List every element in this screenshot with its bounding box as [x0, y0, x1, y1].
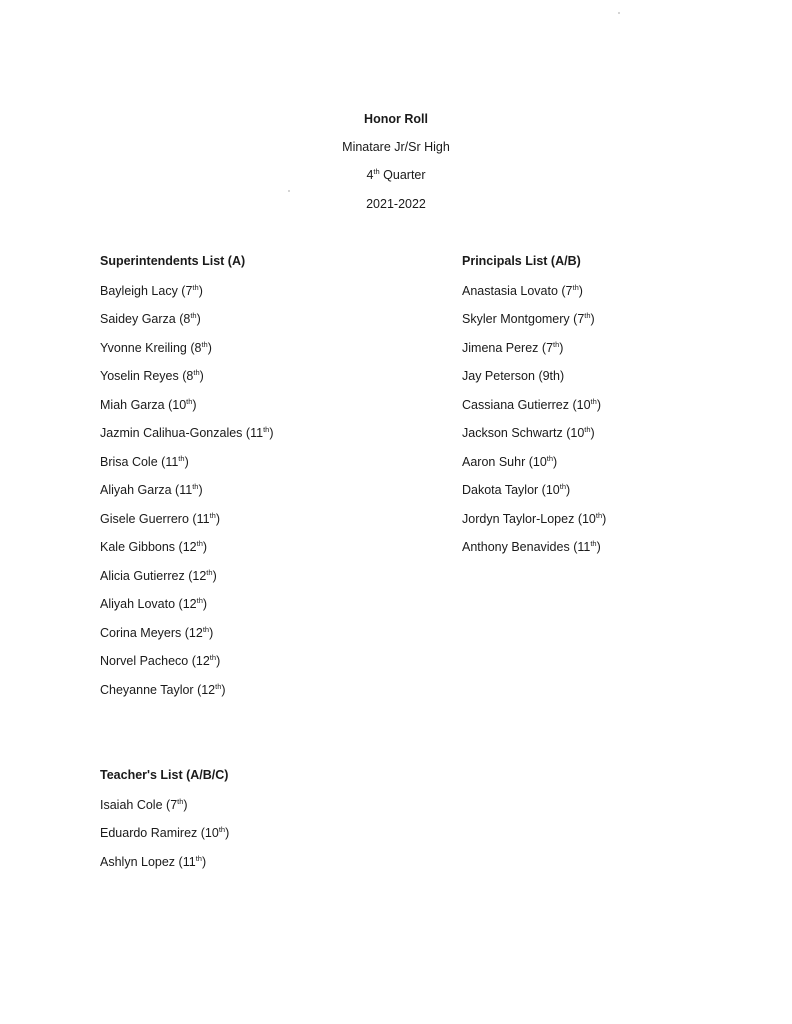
student-entry: Yvonne Kreiling (8th) [100, 339, 212, 355]
student-grade: 8 [183, 312, 191, 326]
student-grade: 11 [182, 854, 196, 869]
student-name: Yvonne Kreiling [100, 340, 187, 355]
student-name: Norvel Pacheco [100, 654, 189, 668]
student-entry: Brisa Cole (11th) [100, 453, 189, 469]
student-name: Kale Gibbons [100, 540, 176, 554]
year-text: 2021-2022 [366, 197, 426, 211]
student-grade: 10 [581, 511, 596, 526]
student-name: Jimena Perez [462, 340, 539, 355]
student-entry: Gisele Guerrero (11th) [100, 510, 220, 526]
student-grade: 10 [570, 426, 585, 440]
student-name: Eduardo Ramirez [100, 826, 198, 840]
student-name: Skyler Montgomery [462, 312, 570, 326]
student-name: Saidey Garza [100, 312, 176, 326]
grade-suffix: th [201, 339, 208, 349]
student-grade: 7 [577, 312, 585, 326]
student-entry: Skyler Montgomery (7th) [462, 311, 595, 326]
student-entry: Yoselin Reyes (8th) [100, 368, 204, 383]
student-name: Miah Garza [100, 397, 165, 412]
student-name: Gisele Guerrero [100, 511, 189, 526]
grade-suffix: th [546, 453, 554, 463]
student-entry: Isaiah Cole (7th) [100, 796, 188, 812]
grade-suffix: th [192, 282, 199, 292]
student-entry: Alicia Gutierrez (12th) [100, 567, 217, 583]
student-entry: Aliyah Lovato (12th) [100, 596, 208, 611]
student-grade: 8 [186, 369, 194, 383]
grade-suffix: th [196, 596, 203, 605]
student-grade: 7 [546, 340, 554, 355]
student-grade: 12 [188, 625, 203, 640]
grade-suffix: th [209, 653, 217, 662]
student-name: Anastasia Lovato [462, 283, 558, 298]
grade-suffix: th [559, 482, 567, 491]
student-entry: Jackson Schwartz (10th) [462, 425, 595, 440]
grade-suffix: th [572, 282, 579, 292]
student-name: Dakota Taylor [462, 483, 539, 497]
student-grade: 11 [250, 426, 264, 440]
student-name: Aliyah Lovato [100, 597, 176, 611]
student-entry: Jazmin Calihua-Gonzales (11th) [100, 425, 274, 440]
grade-suffix: th [177, 796, 184, 806]
grade-suffix: th [193, 368, 200, 377]
student-grade: 12 [201, 682, 216, 697]
student-entry: Norvel Pacheco (12th) [100, 653, 221, 668]
grade-suffix: th [553, 339, 560, 349]
student-name: Brisa Cole [100, 454, 158, 469]
school-text: Minatare Jr/Sr High [342, 140, 450, 154]
grade-suffix: th [190, 311, 197, 320]
grade-suffix: th [590, 539, 597, 548]
grade-suffix: th [195, 853, 202, 863]
student-grade: 10 [204, 826, 219, 840]
teachers-list [100, 797, 229, 883]
student-entry: Corina Meyers (12th) [100, 624, 214, 640]
student-entry: Ashlyn Lopez (11th) [100, 853, 207, 869]
student-grade: 10 [545, 483, 560, 497]
student-grade: 11 [577, 540, 591, 554]
student-name: Ashlyn Lopez [100, 854, 176, 869]
grade-suffix: th [584, 311, 591, 320]
student-grade: 10 [172, 397, 187, 412]
student-name: Jazmin Calihua-Gonzales [100, 426, 243, 440]
student-name: Isaiah Cole [100, 797, 163, 812]
student-entry: Eduardo Ramirez (10th) [100, 825, 230, 840]
school-year [0, 197, 792, 211]
grade-suffix: th [206, 567, 213, 577]
student-name: Bayleigh Lacy [100, 283, 178, 298]
student-name: Yoselin Reyes [100, 369, 179, 383]
grade-suffix: th [202, 624, 210, 634]
grade-suffix: th [215, 681, 222, 691]
student-grade: 10 [576, 397, 591, 412]
student-grade: 7 [565, 283, 573, 298]
grade-suffix: th [595, 510, 603, 520]
grade-suffix: th [263, 425, 270, 434]
student-grade: 11 [165, 454, 179, 469]
student-grade: 12 [192, 568, 207, 583]
grade-suffix: th [218, 825, 226, 834]
grade-suffix: th [584, 425, 591, 434]
student-name: Cheyanne Taylor [100, 682, 194, 697]
quarter-suffix: th [373, 167, 380, 176]
student-grade: 12 [195, 654, 210, 668]
student-entry: Miah Garza (10th) [100, 396, 197, 412]
student-grade: 7 [185, 283, 193, 298]
student-grade: 11 [179, 483, 193, 497]
school-name [0, 140, 792, 154]
student-entry: Jimena Perez (7th) [462, 339, 564, 355]
student-entry: Jay Peterson (9th) [462, 369, 565, 383]
student-entry: Anastasia Lovato (7th) [462, 282, 583, 298]
student-entry: Aaron Suhr (10th) [462, 453, 558, 469]
student-grade: 9th [542, 369, 560, 383]
grade-suffix: th [196, 539, 203, 548]
quarter-label [0, 168, 792, 182]
student-entry: Bayleigh Lacy (7th) [100, 282, 203, 298]
student-entry: Saidey Garza (8th) [100, 311, 201, 326]
grade-suffix: th [192, 482, 199, 491]
grade-suffix: th [590, 396, 597, 406]
student-entry: Jordyn Taylor-Lopez (10th) [462, 510, 607, 526]
student-entry: Cheyanne Taylor (12th) [100, 681, 226, 697]
student-entry: Kale Gibbons (12th) [100, 539, 208, 554]
quarter-word: Quarter [383, 168, 426, 182]
student-entry: Cassiana Gutierrez (10th) [462, 396, 601, 412]
student-name: Aaron Suhr [462, 454, 526, 469]
section-heading: Teacher's List (A/B/C) [100, 768, 229, 782]
scan-speck [288, 190, 290, 192]
section-heading: Principals List (A/B) [462, 254, 581, 268]
student-entry: Aliyah Garza (11th) [100, 482, 203, 497]
student-entry: Anthony Benavides (11th) [462, 539, 601, 554]
grade-suffix: th [186, 396, 193, 406]
student-entry: Dakota Taylor (10th) [462, 482, 571, 497]
grade-suffix: th [209, 510, 216, 520]
student-grade: 12 [182, 597, 197, 611]
student-name: Jordyn Taylor-Lopez [462, 511, 575, 526]
student-grade: 10 [532, 454, 547, 469]
student-name: Cassiana Gutierrez [462, 397, 569, 412]
student-name: Corina Meyers [100, 625, 182, 640]
student-name: Alicia Gutierrez [100, 568, 185, 583]
student-name: Aliyah Garza [100, 483, 172, 497]
student-grade: 11 [196, 511, 210, 526]
scan-speck [618, 12, 620, 14]
student-name: Anthony Benavides [462, 540, 570, 554]
grade-suffix: th [178, 453, 185, 463]
student-grade: 7 [170, 797, 178, 812]
section-heading: Superintendents List (A) [100, 254, 246, 268]
student-name: Jackson Schwartz [462, 426, 563, 440]
document-title [0, 112, 792, 126]
title-text: Honor Roll [364, 112, 428, 126]
quarter-number: 4 [366, 168, 374, 182]
student-name: Jay Peterson [462, 369, 535, 383]
principals-list [462, 283, 606, 568]
student-grade: 12 [182, 540, 197, 554]
superintendents-list [100, 283, 274, 711]
student-grade: 8 [194, 340, 202, 355]
